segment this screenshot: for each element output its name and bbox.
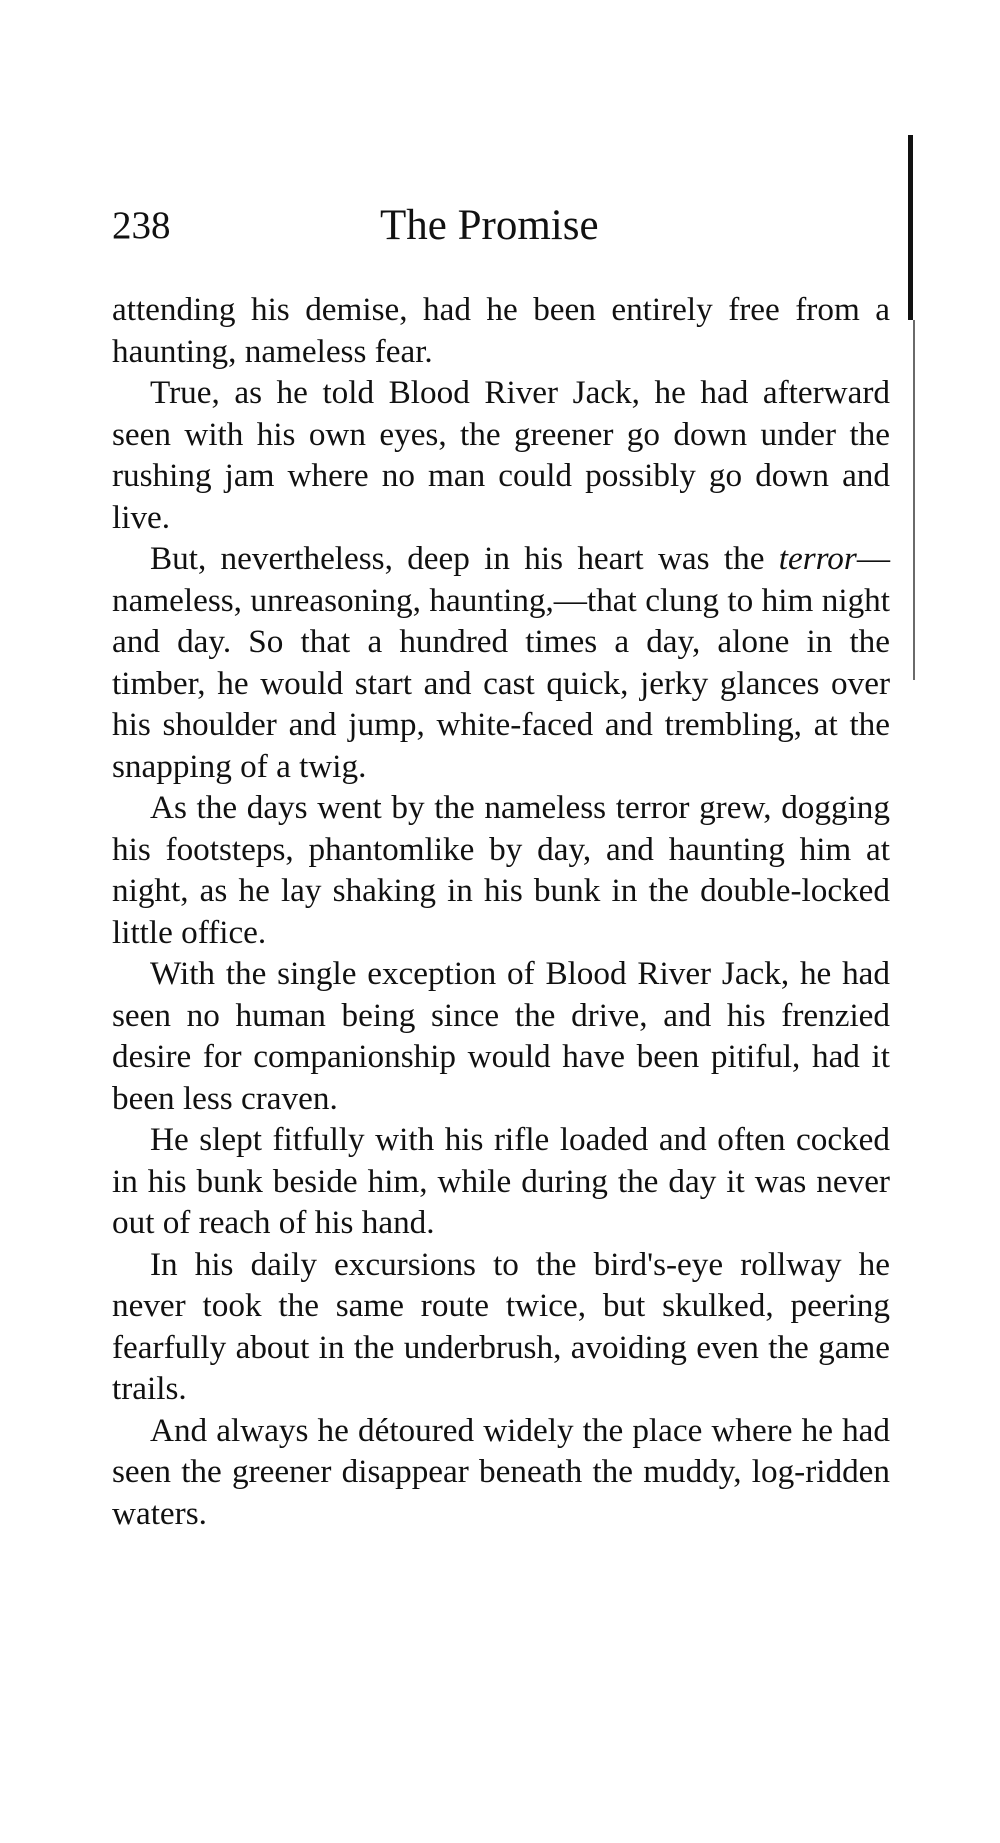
- body-text: [112, 289, 890, 1534]
- paragraph-text-after: —nameless, unreasoning, haunting,—that clung to him night and day. So that a hundred times a day, alone in the timber, he would start and cast quick, jerky glances over his shoulder and jump, white-faced and trembling, at the snapping of a twig.: [112, 540, 890, 785]
- paragraph: As the days went by the nameless terror grew, dogging his footsteps, phantomlike by day, and haunting him at night, as he lay shaking in his bunk in the double-locked little office.: [112, 789, 890, 951]
- paragraph-final: And always he détoured widely the place where he had seen the greener disappear beneath the muddy, log-ridden waters.: [112, 1411, 890, 1532]
- emphasis-text: terror: [778, 540, 857, 577]
- paragraph: With the single exception of Blood River Jack, he had seen no human being since the drive, and his frenzied desire for companionship would have been pitiful, had it been less craven.: [112, 955, 890, 1117]
- margin-bar-rule: [908, 135, 913, 320]
- running-title: The Promise: [380, 202, 599, 249]
- page-header: [112, 196, 892, 256]
- margin-thin-rule: [913, 320, 915, 680]
- paragraph: He slept fitfully with his rifle loaded and often cocked in his bunk beside him, while during the day it was never out of reach of his hand.: [112, 1121, 890, 1241]
- page-number: 238: [112, 204, 171, 247]
- paragraph: True, as he told Blood River Jack, he had afterward seen with his own eyes, the greener go down under the rushing jam where no man could possibly go down and live.: [112, 374, 890, 536]
- paragraph-terror: [112, 538, 890, 787]
- paragraph: In his daily excursions to the bird's-eye rollway he never took the same route twice, but skulked, peering fearfully about in the underbrush, avoiding even the game trails.: [112, 1245, 890, 1407]
- paragraph-continuation: attending his demise, had he been entirely free from a haunting, nameless fear.: [112, 291, 890, 370]
- paragraph-text-before: But, nevertheless, deep in his heart was the: [150, 540, 779, 577]
